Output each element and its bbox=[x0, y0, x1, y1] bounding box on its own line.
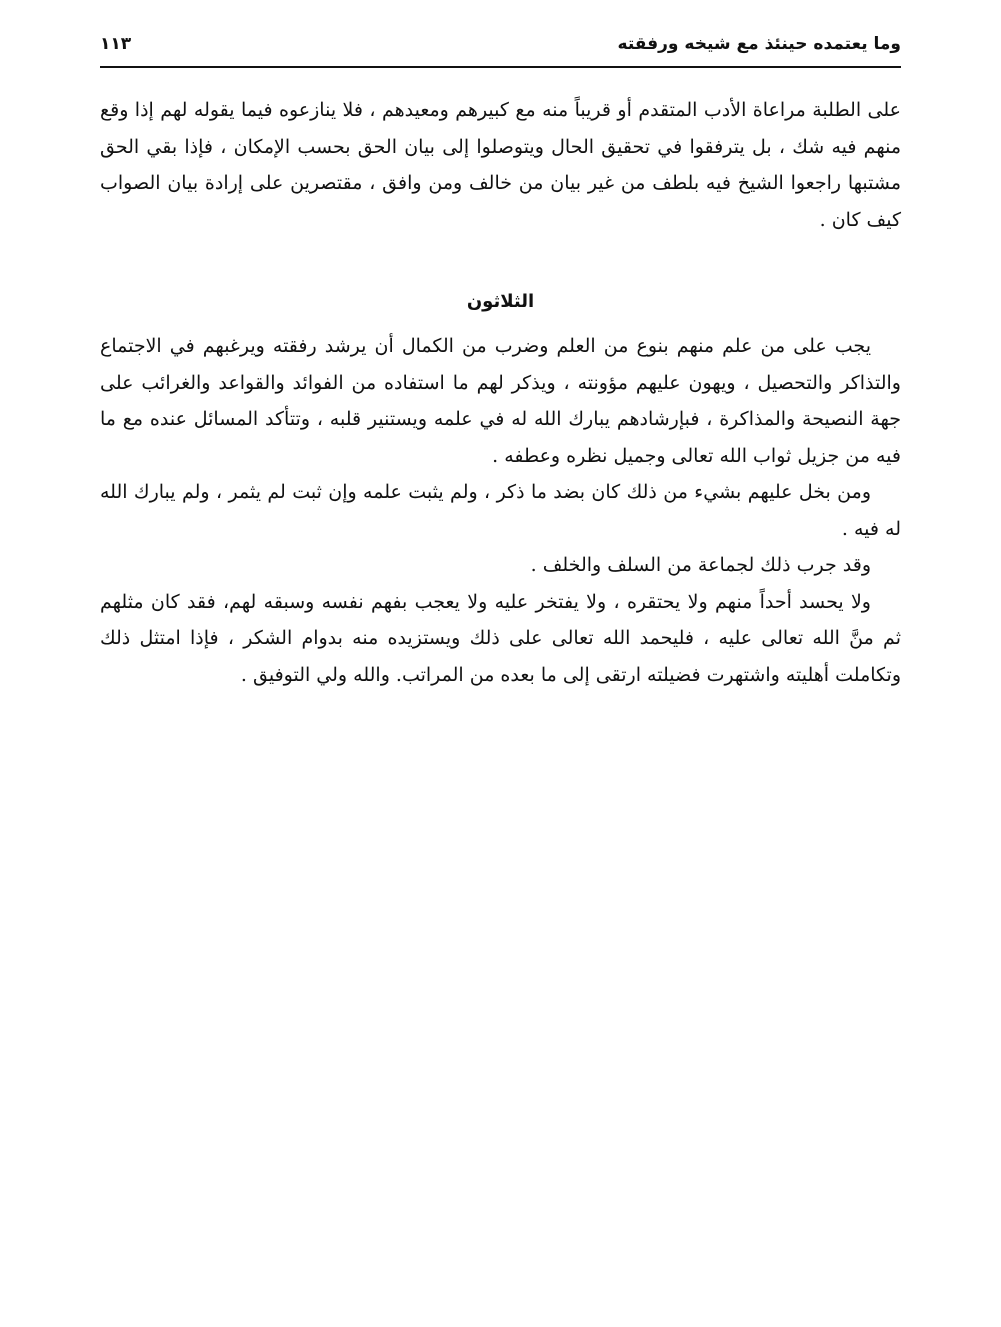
section-title: الثلاثون bbox=[466, 291, 535, 312]
body-text bbox=[100, 92, 901, 693]
intro-paragraph: على الطلبة مراعاة الأدب المتقدم أو قريباً منه مع كبيرهم ومعيدهم ، فلا ينازعوه فيما يقوله لهم إذا وقع منهم فيه شك ، بل يترفقوا في تحقيق الحال ويتوصلوا إلى بيان الحق بحسب الإمكان ، فإذا بقي الحق مشتبها راجعوا الشيخ فيه بلطف من غير بيان من خالف ومن وافق ، مقتصرين على إرادة بيان الصواب كيف كان . bbox=[100, 99, 901, 231]
page-header bbox=[100, 28, 901, 68]
paragraph: يجب على من علم منهم بنوع من العلم وضرب من الكمال أن يرشد رفقته ويرغبهم في الاجتماع والتذاكر والتحصيل ، ويهون عليهم مؤونته ، ويذكر لهم ما استفاده من الفوائد والقواعد والغرائب على جهة النصيحة والمذاكرة ، فبإرشادهم يبارك الله له في علمه ويستنير قلبه ، وتتأكد المسائل عنده مع ما فيه من جزيل ثواب الله تعالى وجميل نظره وعطفه . bbox=[100, 335, 901, 467]
running-title: وما يعتمده حينئذ مع شيخه ورفقته bbox=[617, 34, 901, 54]
page-number: ١١٣ bbox=[100, 34, 132, 54]
paragraph: ومن بخل عليهم بشيء من ذلك كان بضد ما ذكر ، ولم يثبت علمه وإن ثبت لم يثمر ، ولم يبارك الله له فيه . bbox=[100, 481, 901, 540]
paragraph: ولا يحسد أحداً منهم ولا يحتقره ، ولا يفتخر عليه ولا يعجب بفهم نفسه وسبقه لهم، فقد كان مثلهم ثم منَّ الله تعالى عليه ، فليحمد الله تعالى على ذلك ويستزيده منه بدوام الشكر ، فإذا امتثل ذلك وتكاملت أهليته واشتهرت فضيلته ارتقى إلى ما بعده من المراتب. والله ولي التوفيق . bbox=[100, 590, 901, 686]
paragraph: وقد جرب ذلك لجماعة من السلف والخلف . bbox=[530, 554, 871, 576]
